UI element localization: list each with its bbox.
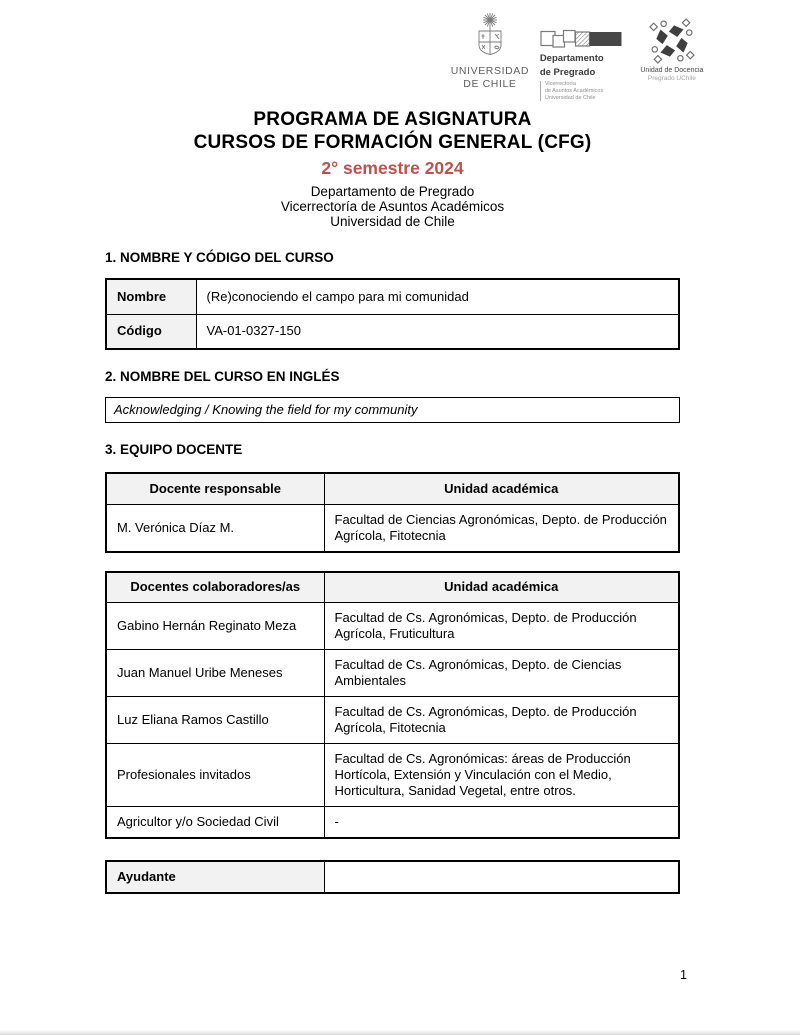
responsible-name: M. Verónica Díaz M. <box>106 504 324 552</box>
pregrado-title-line1: Departamento <box>539 53 604 64</box>
table-row <box>106 697 679 744</box>
issuer-line2: Vicerrectoría de Asuntos Académicos <box>280 199 505 214</box>
document-title-line2: CURSOS DE FORMACIÓN GENERAL (CFG) <box>193 132 592 153</box>
collaborator-unit: - <box>324 807 679 839</box>
table-row <box>106 279 679 314</box>
page-number: 1 <box>680 968 687 982</box>
collaborator-name: Luz Eliana Ramos Castillo <box>106 697 324 744</box>
english-course-name-box: Acknowledging / Knowing the field for my community <box>105 397 680 423</box>
collaborator-name: Gabino Hernán Reginato Meza <box>106 603 324 650</box>
course-name-value: (Re)conociendo el campo para mi comunidad <box>196 279 679 314</box>
table-row <box>106 504 679 552</box>
course-name-code-table <box>105 278 680 350</box>
issuer-line1: Departamento de Pregrado <box>310 184 475 199</box>
docencia-label-line1: Unidad de Docencia <box>640 67 704 74</box>
section2-heading: 2. NOMBRE DEL CURSO EN INGLÉS <box>105 369 340 384</box>
table-row <box>106 744 679 807</box>
assistant-value <box>324 861 679 893</box>
document-title-line1: PROGRAMA DE ASIGNATURA <box>253 109 532 130</box>
course-name-label: Nombre <box>106 279 196 314</box>
pregrado-title-line2: de Pregrado <box>539 67 596 78</box>
table-header-row <box>106 572 679 603</box>
assistant-table <box>105 860 680 894</box>
page-bottom-edge <box>0 1030 800 1035</box>
collaborator-name: Juan Manuel Uribe Meneses <box>106 650 324 697</box>
course-code-value: VA-01-0327-150 <box>196 314 679 349</box>
collaborator-name: Agricultor y/o Sociedad Civil <box>106 807 324 839</box>
table-header-row <box>106 473 679 504</box>
responsible-teacher-table <box>105 472 680 553</box>
assistant-label: Ayudante <box>106 861 324 893</box>
table-row <box>106 861 679 893</box>
document-body <box>105 0 680 894</box>
collaborator-unit: Facultad de Cs. Agronómicas, Depto. de Ciencias Ambientales <box>324 650 679 697</box>
pregrado-subtext-line1: Vicerrectoría <box>544 81 576 87</box>
collaborators-header: Docentes colaboradores/as <box>106 572 324 603</box>
table-row <box>106 650 679 697</box>
collaborator-unit: Facultad de Cs. Agronómicas: áreas de Producción Hortícola, Extensión y Vinculación con el Medio, Horticultura, Sanidad Vegetal, entre otros. <box>324 744 679 807</box>
issuer-line3: Universidad de Chile <box>330 214 455 229</box>
issuer-block <box>105 184 680 229</box>
collaborator-unit: Facultad de Cs. Agronómicas, Depto. de Producción Agrícola, Fruticultura <box>324 603 679 650</box>
pregrado-subtext-line2: de Asuntos Académicos <box>544 87 604 94</box>
academic-unit-header: Unidad académica <box>324 473 679 504</box>
collaborator-unit: Facultad de Cs. Agronómicas, Depto. de Producción Agrícola, Fitotecnia <box>324 697 679 744</box>
section3-heading: 3. EQUIPO DOCENTE <box>105 442 243 457</box>
responsible-unit: Facultad de Ciencias Agronómicas, Depto. de Producción Agrícola, Fitotecnia <box>324 504 679 552</box>
semester-subtitle: 2° semestre 2024 <box>321 158 464 178</box>
section1-heading: 1. NOMBRE Y CÓDIGO DEL CURSO <box>105 250 334 265</box>
collaborating-teachers-table <box>105 571 680 840</box>
document-title-block <box>105 108 680 229</box>
uchile-wordmark-line2: DE CHILE <box>463 78 517 90</box>
table-row <box>106 807 679 839</box>
pregrado-subtext-line3: Universidad de Chile <box>544 94 596 101</box>
collaborator-name: Profesionales invitados <box>106 744 324 807</box>
uchile-wordmark-line1: UNIVERSIDAD <box>450 65 530 77</box>
table-row <box>106 603 679 650</box>
course-code-label: Código <box>106 314 196 349</box>
table-row <box>106 314 679 349</box>
responsible-header: Docente responsable <box>106 473 324 504</box>
academic-unit-header: Unidad académica <box>324 572 679 603</box>
docencia-label-line2: Pregrado UChile <box>647 75 696 82</box>
